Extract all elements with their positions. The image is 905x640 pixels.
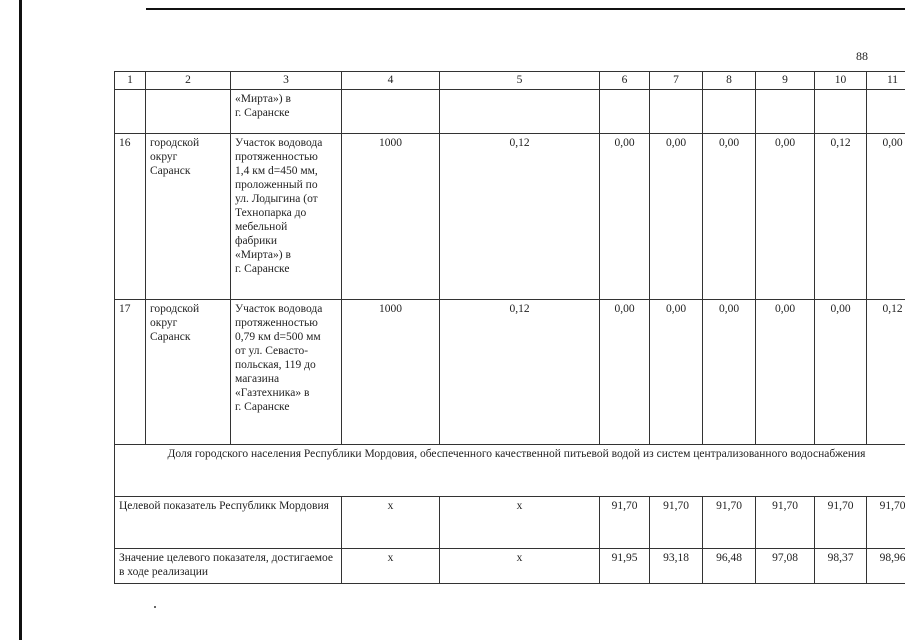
description-cell: Участок водовода протяженностью 0,79 км d=500 мм от ул. Севасто- польская, 119 до магазина «Газтехника» в г. Саранске (231, 300, 342, 445)
value-cell: 0,00 (756, 300, 815, 445)
value-cell: 91,95 (600, 549, 650, 584)
value-cell: 91,70 (867, 497, 905, 549)
value-cell: x (342, 549, 440, 584)
value-cell: 0,00 (703, 300, 756, 445)
table-row (115, 300, 905, 445)
left-border-line (19, 0, 22, 640)
indicator-label: Значение целевого показателя, достигаемое в ходе реализации (115, 549, 342, 584)
value-cell: 0,12 (867, 300, 905, 445)
value-cell (440, 90, 600, 134)
value-cell: 0,00 (756, 134, 815, 300)
value-cell: 93,18 (650, 549, 703, 584)
column-header: 2 (146, 72, 231, 90)
page-number: 88 (856, 49, 868, 63)
column-header: 7 (650, 72, 703, 90)
column-header: 1 (115, 72, 146, 90)
indicator-label: Целевой показатель Республикк Мордовия (115, 497, 342, 549)
row-index: 17 (115, 300, 146, 445)
section-row (115, 445, 905, 497)
value-cell: 0,00 (650, 300, 703, 445)
value-cell: x (440, 549, 600, 584)
value-cell (600, 90, 650, 134)
value-cell: 98,37 (815, 549, 867, 584)
value-cell: 1000 (342, 134, 440, 300)
value-cell (815, 90, 867, 134)
region-cell: городской округ Саранск (146, 134, 231, 300)
row-index: 16 (115, 134, 146, 300)
header-row (115, 72, 905, 90)
value-cell: 91,70 (756, 497, 815, 549)
value-cell: 0,12 (440, 300, 600, 445)
value-cell (867, 90, 905, 134)
table-row (115, 134, 905, 300)
description-cell: Участок водовода протяженностью 1,4 км d=450 мм, проложенный по ул. Лодыгина (от Технопарка до мебельной фабрики «Мирта») в г. Саранске (231, 134, 342, 300)
value-cell: 91,70 (703, 497, 756, 549)
value-cell (650, 90, 703, 134)
value-cell: 0,00 (600, 300, 650, 445)
value-cell: x (342, 497, 440, 549)
value-cell: 96,48 (703, 549, 756, 584)
description-cell: «Мирта») в г. Саранске (231, 90, 342, 134)
value-cell (756, 90, 815, 134)
value-cell: 1000 (342, 300, 440, 445)
column-header: 6 (600, 72, 650, 90)
row-index (115, 90, 146, 134)
column-header: 3 (231, 72, 342, 90)
column-header: 4 (342, 72, 440, 90)
column-header: 9 (756, 72, 815, 90)
column-header: 10 (815, 72, 867, 90)
region-cell (146, 90, 231, 134)
scan-speck (154, 606, 156, 608)
region-cell: городской округ Саранск (146, 300, 231, 445)
column-header: 8 (703, 72, 756, 90)
value-cell: 91,70 (815, 497, 867, 549)
value-cell: 0,00 (600, 134, 650, 300)
section-title: Доля городского населения Республики Мордовия, обеспеченного качественной питьевой водой из систем централизованного водоснабжения (115, 445, 905, 497)
value-cell: 97,08 (756, 549, 815, 584)
indicator-row (115, 497, 905, 549)
value-cell: 0,00 (815, 300, 867, 445)
value-cell: 0,00 (867, 134, 905, 300)
column-header: 11 (867, 72, 905, 90)
data-table (114, 71, 905, 584)
value-cell: 91,70 (600, 497, 650, 549)
value-cell: 0,12 (815, 134, 867, 300)
column-header: 5 (440, 72, 600, 90)
top-border-line (146, 8, 905, 10)
indicator-row (115, 549, 905, 584)
value-cell: x (440, 497, 600, 549)
value-cell: 0,00 (703, 134, 756, 300)
value-cell: 0,00 (650, 134, 703, 300)
value-cell: 98,96 (867, 549, 905, 584)
value-cell: 0,12 (440, 134, 600, 300)
table-row (115, 90, 905, 134)
value-cell (342, 90, 440, 134)
value-cell (703, 90, 756, 134)
value-cell: 91,70 (650, 497, 703, 549)
